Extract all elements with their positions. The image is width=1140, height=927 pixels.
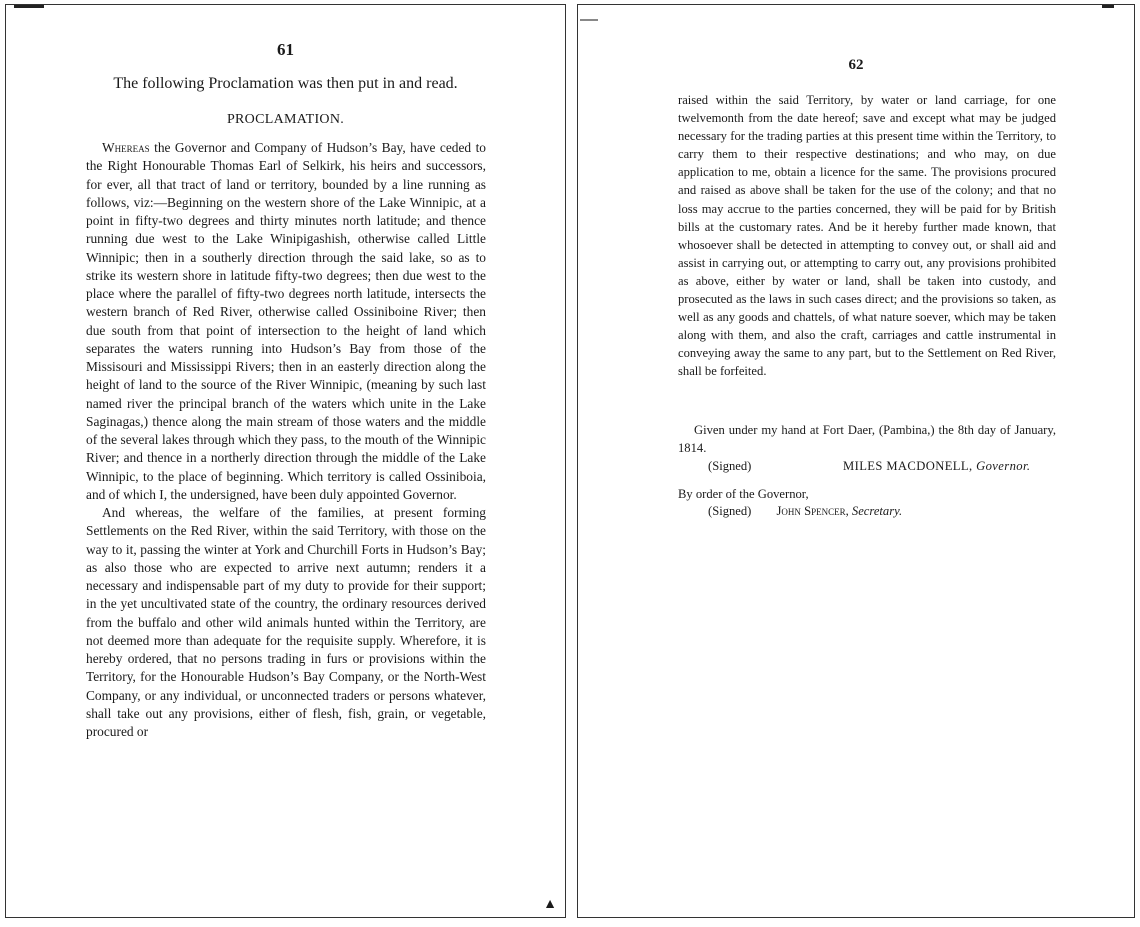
left-page-body [86, 139, 486, 741]
secretary-title: Secretary. [851, 504, 903, 518]
order-line: By order of the Governor, [678, 487, 809, 501]
scan-mark [580, 19, 598, 21]
governor-name-block [843, 459, 1030, 474]
right-page [577, 4, 1135, 918]
paragraph-whereas [86, 139, 486, 504]
governor-name: MILES MACDONELL, [843, 459, 973, 473]
secretary-name: John Spencer, [776, 504, 849, 518]
proclamation-heading: PROCLAMATION. [226, 112, 345, 127]
intro-line: The following Proclamation was then put in and read. [113, 75, 458, 92]
whereas-lead: Whereas [102, 140, 150, 155]
given-line: Given under my hand at Fort Daer, (Pambina,) the 8th day of January, 1814. [678, 423, 1056, 456]
secretary-signature [708, 504, 902, 519]
page-number-right: 62 [848, 57, 864, 73]
page-number-left: 61 [277, 40, 294, 59]
scan-mark [14, 5, 44, 8]
signed-label-2: (Signed) [708, 504, 752, 518]
left-page [5, 4, 566, 918]
scan-mark [1102, 5, 1114, 8]
corner-mark-icon: ▲ [543, 897, 557, 912]
paragraph-continued: raised within the said Territory, by water or land carriage, for one twelvemonth from the date hereof; save and except what may be judged necessary for the trading parties at this present time within the Territory, to carry them to their respective destinations; and who may, on due application to me, obtain a licence for the same. The provisions procured and raised as above shall be taken for the use of the colony; and that no loss may accrue to the parties concerned, they will be paid for by British bills at the customary rates. And be it hereby further made known, that whosoever shall be detected in attempting to convey out, or shall aid and assist in carrying out, or attempting to carry out, any provisions prohibited as above, either by water or land, shall be taken into custody, and prosecuted as the laws in such cases direct; and the provisions so taken, as well as any goods and chattels, of what nature soever, which may be taken along with them, and also the craft, carriages and cattle instrumental in conveying away the same to any part, but to the Settlement on Red River, shall be forfeited. [678, 93, 1056, 379]
whereas-text: the Governor and Company of Hudson’s Bay, have ceded to the Right Honourable Thomas Earl of Selkirk, his heirs and successors, for ever, all that tract of land or territory, bounded by a line running as follows, viz:—Beginning on the western shore of the Lake Winnipic, at a point in fifty-two degrees and thirty minutes north latitude; and thence running due west to the Lake Winipigashish, otherwise called Little Winnipic; then in a southerly direction through the said lake, so as to strike its western shore in latitude fifty-two degrees; then due west to the place where the parallel of fifty-two degrees north latitude, intersects the western branch of Red River, otherwise called Ossiniboine River; then due south from that point of intersection to the height of land which separates the waters running into Hudson’s Bay from those of the Missisouri and Mississippi Rivers; then in an easterly direction along the height of land to the source of the River Winnipic, (meaning by such last named river the principal branch of the waters which unite in the Lake Saginagas,) thence along the main stream of those waters and the middle of the several lakes through which they pass, to the mouth of the Winnipic River; and thence in a northerly direction through the middle of the Lake Winnipic, to the place of beginning. Which territory is called Ossiniboia, and of which I, the undersigned, have been duly appointed Governor. [86, 140, 486, 502]
right-page-body [678, 91, 1056, 381]
governor-title: Governor. [976, 459, 1031, 473]
signed-label: (Signed) [708, 459, 752, 473]
paragraph-and-whereas: And whereas, the welfare of the families, at present forming Settlements on the Red River, within the said Territory, with those on the way to it, passing the winter at York and Churchill Forts in Hudson’s Bay; as also those who are expected to arrive next autumn; renders it a necessary and indispensable part of my duty to provide for their support; in the yet uncultivated state of the country, the ordinary resources derived from the buffalo and other wild animals hunted within the Territory, are not deemed more than adequate for the requisite supply. Wherefore, it is hereby ordered, that no persons trading in furs or provisions within the Territory, for the Honourable Hudson’s Bay Company, or the North-West Company, or any individual, or unconnected traders or persons whatever, shall take out any provisions, either of flesh, fish, grain, or vegetable, procured or [86, 505, 486, 739]
